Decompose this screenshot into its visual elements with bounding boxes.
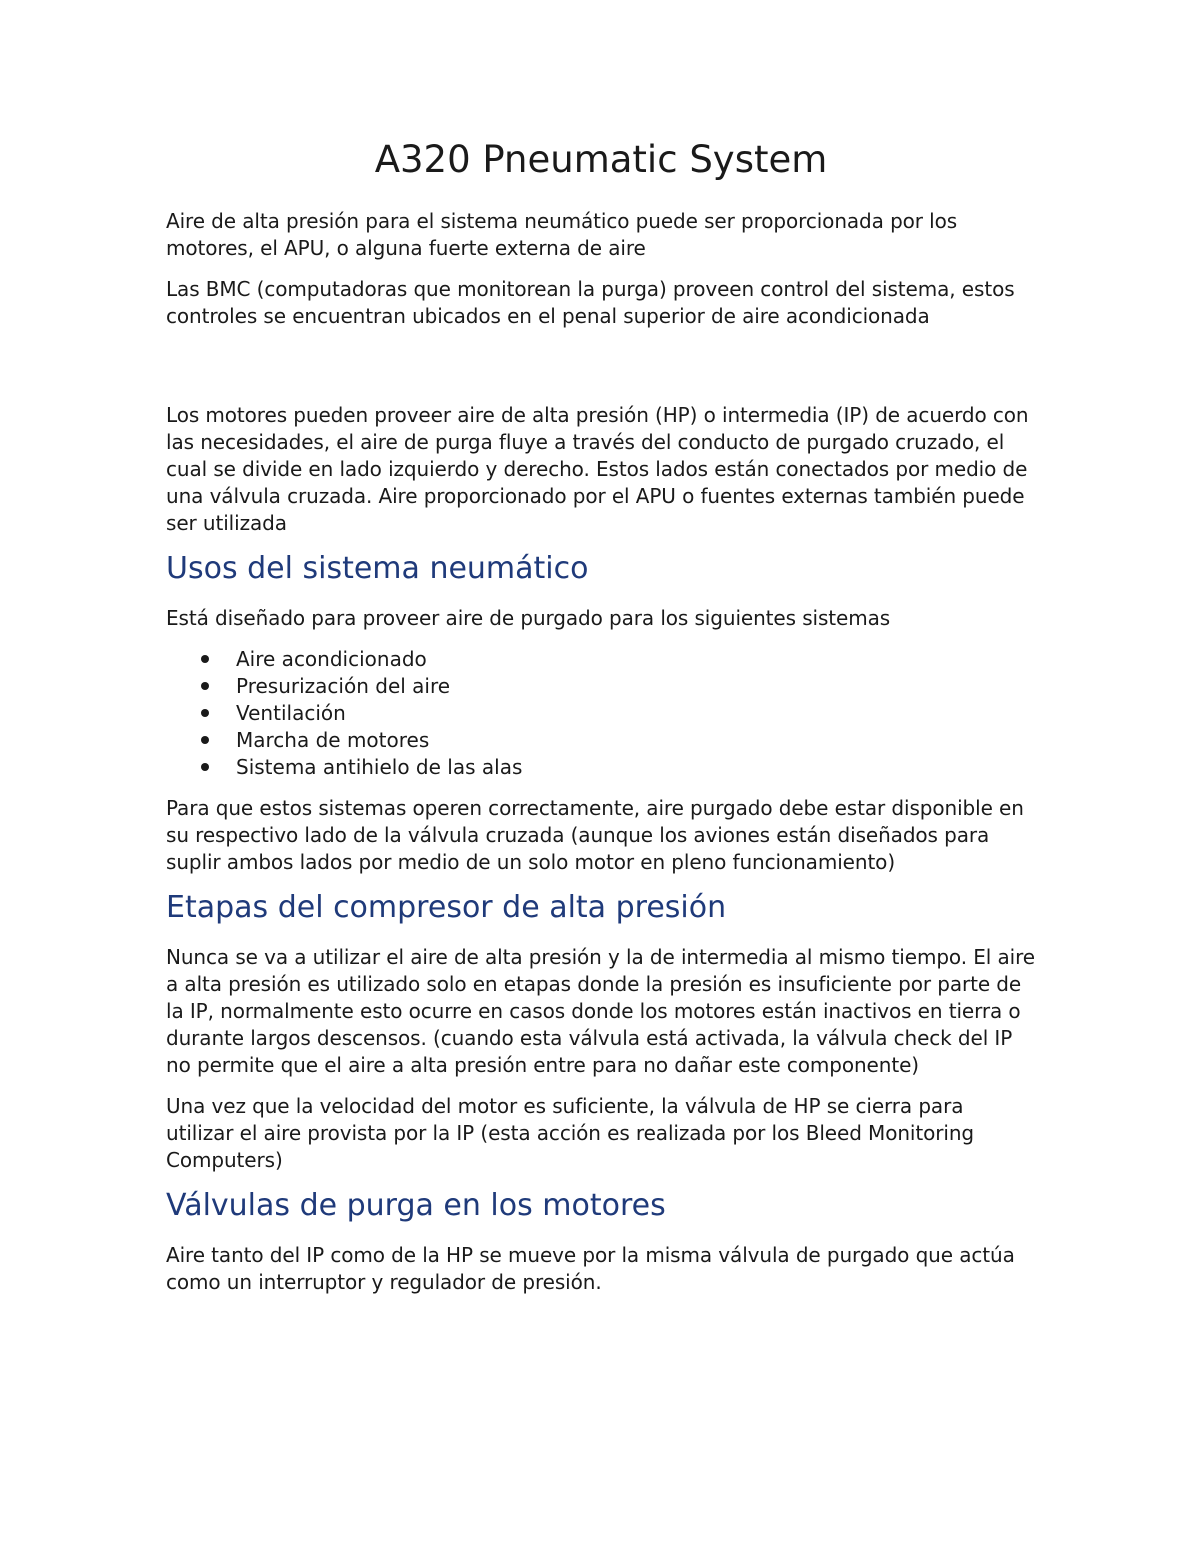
section-valvulas-paragraph: Aire tanto del IP como de la HP se mueve por la misma válvula de purgado que actúa como un interruptor y regulador de presión. xyxy=(166,1243,1015,1294)
intro-paragraph-1: Aire de alta presión para el sistema neumático puede ser proporcionada por los motores, el APU, o alguna fuerte externa de aire xyxy=(166,209,958,260)
intro-paragraph-3: Los motores pueden proveer aire de alta presión (HP) o intermedia (IP) de acuerdo con las necesidades, el aire de purga fluye a través del conducto de purgado cruzado, el cual se divide en lado izquierdo y derecho. Estos lados están conectados por medio de una válvula cruzada. Aire proporcionado por el APU o fuentes externas también puede ser utilizada xyxy=(166,403,1029,535)
bullet-dot-icon xyxy=(201,736,209,744)
list-item-text: Marcha de motores xyxy=(236,728,430,752)
bullet-dot-icon xyxy=(201,709,209,717)
list-item xyxy=(236,700,1036,727)
section-etapas-paragraph-2: Una vez que la velocidad del motor es suficiente, la válvula de HP se cierra para utilizar el aire provista por la IP (esta acción es realizada por los Bleed Monitoring Computers) xyxy=(166,1094,975,1172)
section-usos-closing-paragraph: Para que estos sistemas operen correctamente, aire purgado debe estar disponible en su respectivo lado de la válvula cruzada (aunque los aviones están diseñados para suplir ambos lados por medio de un solo motor en pleno funcionamiento) xyxy=(166,796,1024,874)
section-heading-etapas: Etapas del compresor de alta presión xyxy=(166,890,727,925)
list-item xyxy=(236,727,1036,754)
list-item-text: Aire acondicionado xyxy=(236,647,427,671)
list-item xyxy=(236,646,1036,673)
document-page xyxy=(166,138,1036,1310)
section-heading-valvulas: Válvulas de purga en los motores xyxy=(166,1188,666,1223)
section-heading-usos: Usos del sistema neumático xyxy=(166,551,589,586)
list-item-text: Presurización del aire xyxy=(236,674,451,698)
bullet-dot-icon xyxy=(201,682,209,690)
bullet-dot-icon xyxy=(201,763,209,771)
section-etapas-paragraph-1: Nunca se va a utilizar el aire de alta presión y la de intermedia al mismo tiempo. El aire a alta presión es utilizado solo en etapas donde la presión es insuficiente por parte de la IP, normalmente esto ocurre en casos donde los motores están inactivos en tierra o durante largos descensos. (cuando esta válvula está activada, la válvula check del IP no permite que el aire a alta presión entre para no dañar este componente) xyxy=(166,945,1035,1077)
list-item-text: Ventilación xyxy=(236,701,346,725)
systems-bullet-list xyxy=(166,646,1036,781)
blank-line xyxy=(166,344,1036,402)
list-item xyxy=(236,754,1036,781)
section-usos-paragraph: Está diseñado para proveer aire de purgado para los siguientes sistemas xyxy=(166,606,891,630)
list-item-text: Sistema antihielo de las alas xyxy=(236,755,523,779)
bullet-dot-icon xyxy=(201,655,209,663)
list-item xyxy=(236,673,1036,700)
document-title: A320 Pneumatic System xyxy=(374,138,828,181)
intro-paragraph-2: Las BMC (computadoras que monitorean la purga) proveen control del sistema, estos controles se encuentran ubicados en el penal superior de aire acondicionada xyxy=(166,277,1015,328)
